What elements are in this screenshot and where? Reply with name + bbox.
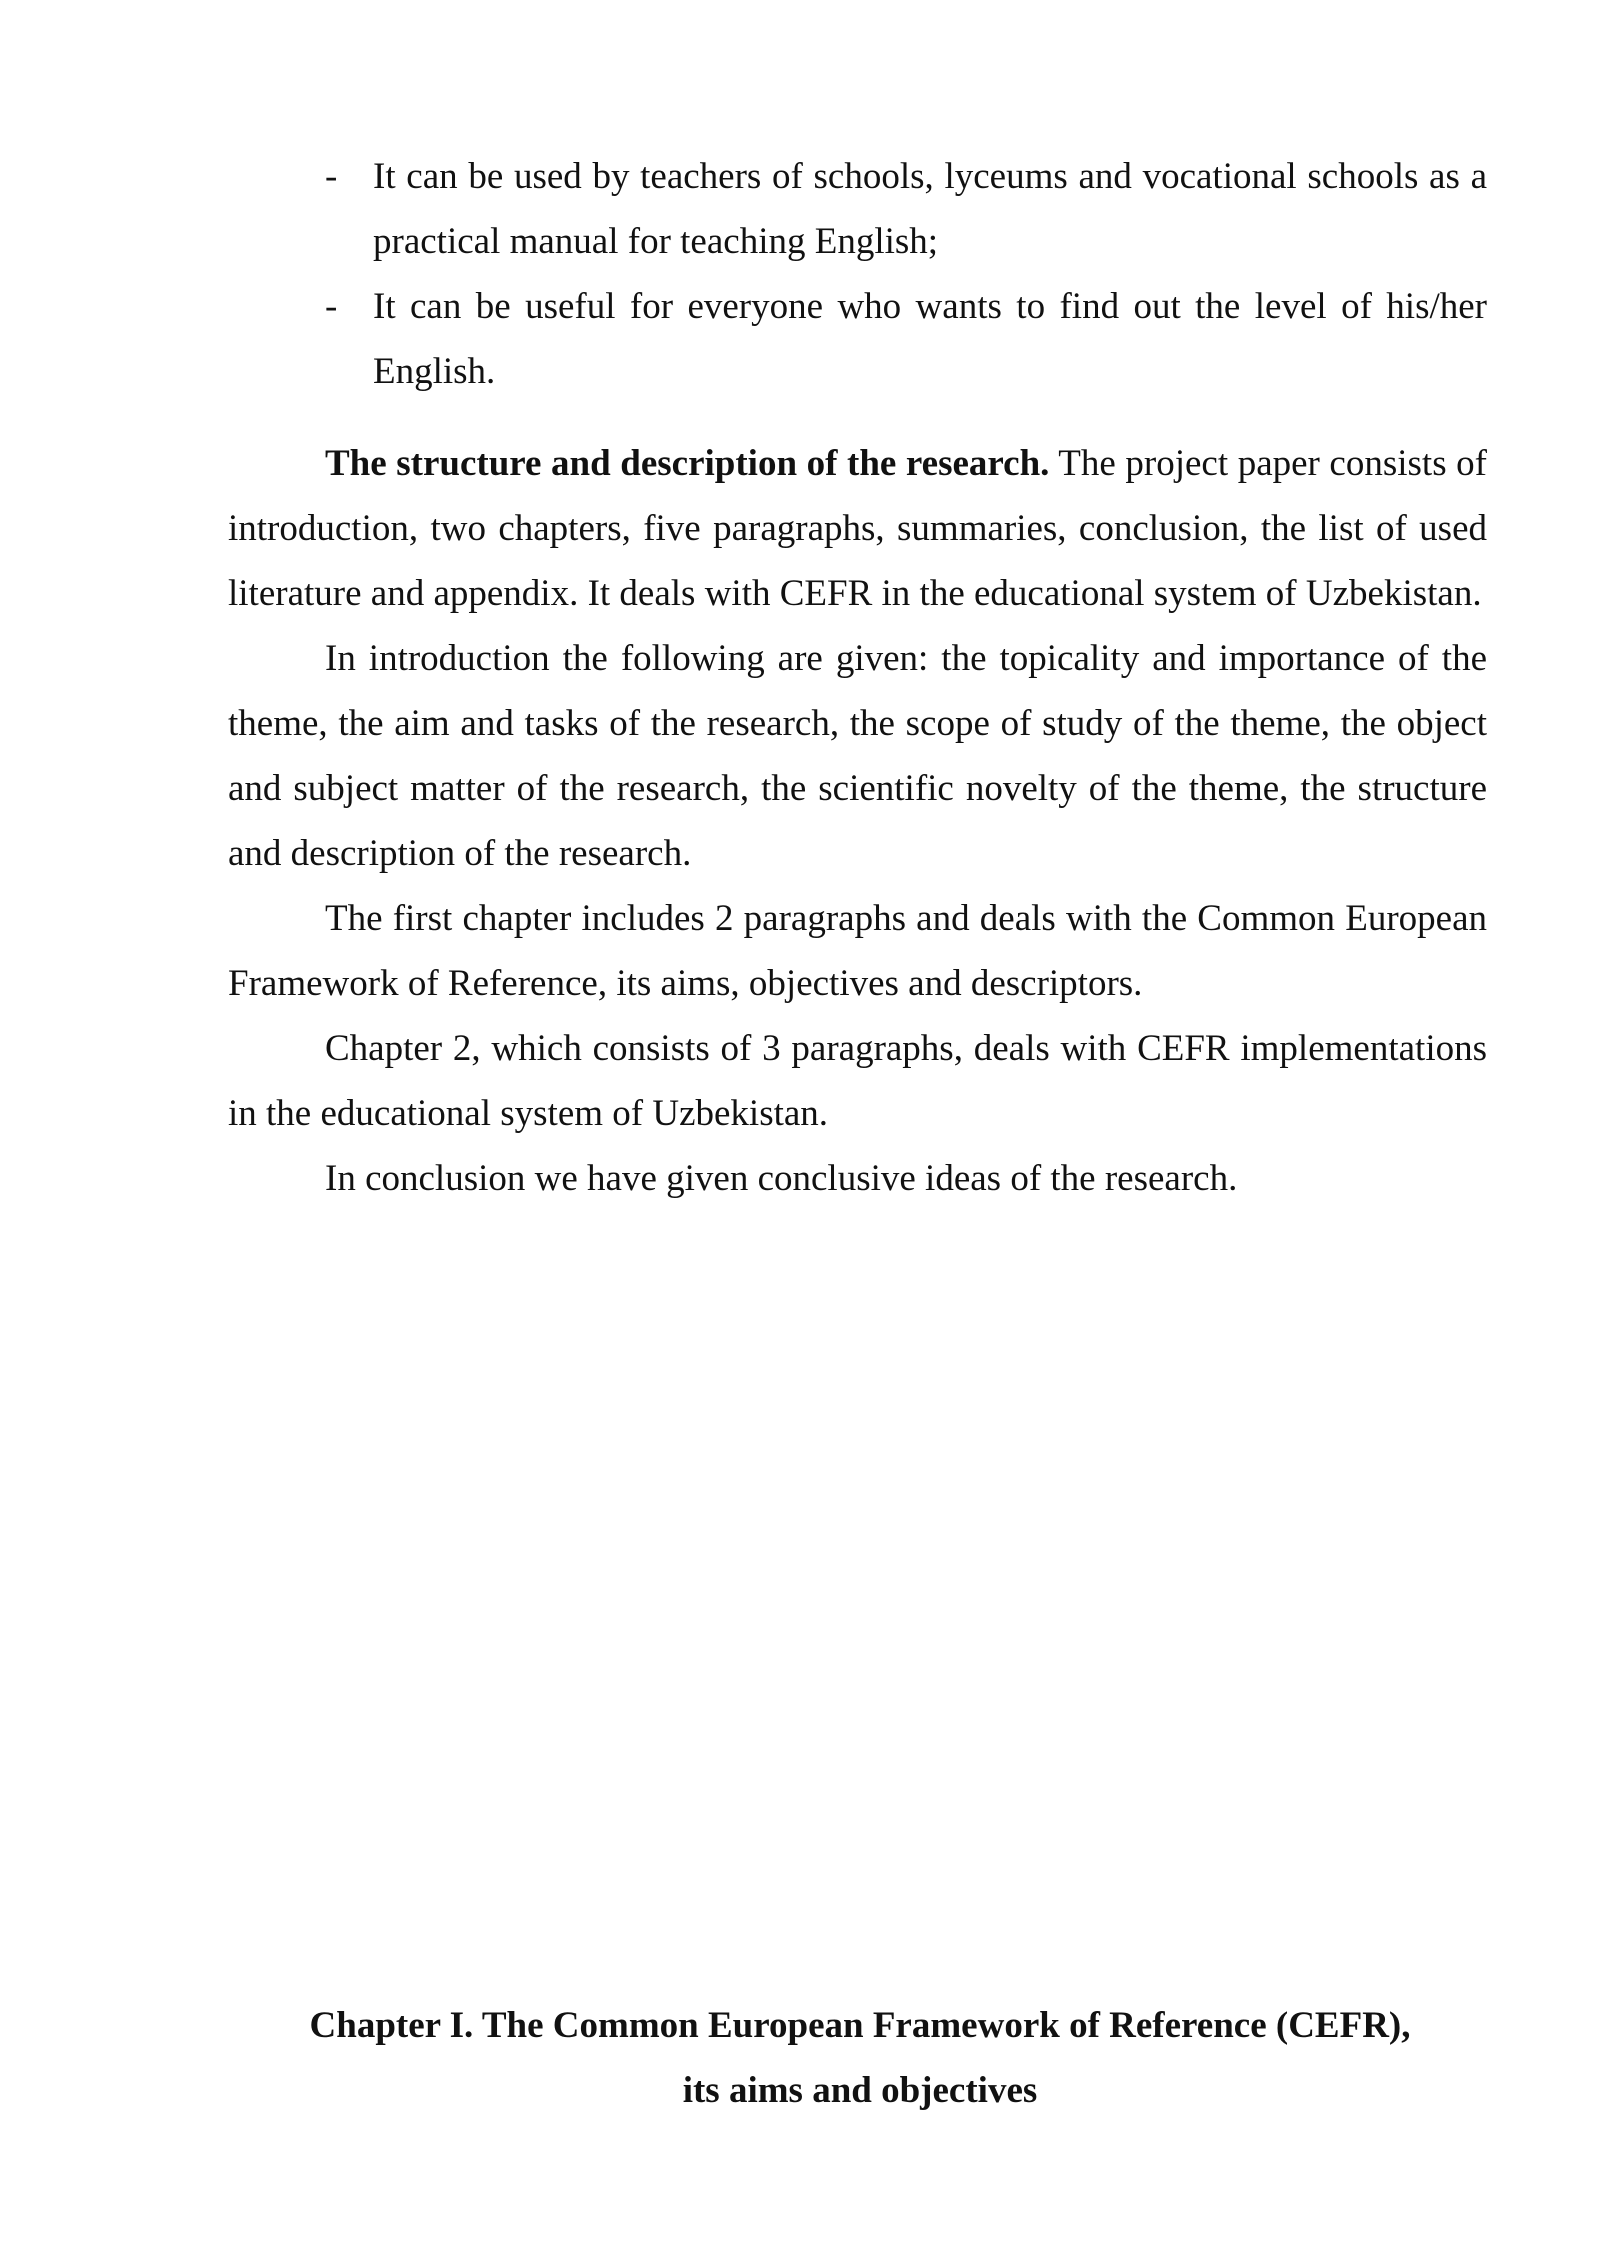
chapter-heading	[300, 1993, 1420, 2123]
structure-text: The project paper consists of introduction, two chapters, five paragraphs, summaries, conclusion, the list of used literature and appendix. It deals with CEFR in the educational system of Uzbekistan.	[228, 443, 1488, 614]
bullet-marker: -	[325, 286, 338, 327]
chapter-heading-line-2: its aims and objectives	[682, 2070, 1038, 2111]
bullet-item	[325, 144, 1487, 274]
bullet-list	[325, 144, 1487, 404]
structure-paragraph	[228, 431, 1487, 626]
conclusion-paragraph: In conclusion we have given conclusive ideas of the research.	[325, 1158, 1238, 1199]
chapter-two-paragraph: Chapter 2, which consists of 3 paragraphs, deals with CEFR implementations in the educational system of Uzbekistan.	[228, 1028, 1487, 1134]
bullet-item	[325, 274, 1487, 404]
chapter-heading-line-1: Chapter I. The Common European Framework of Reference (CEFR),	[309, 2005, 1411, 2046]
introduction-paragraph: In introduction the following are given: the topicality and importance of the theme, the aim and tasks of the research, the scope of study of the theme, the object and subject matter of the research, the scientific novelty of the theme, the structure and description of the research.	[228, 638, 1487, 874]
bullet-text: It can be useful for everyone who wants to find out the level of his/her English.	[373, 286, 1487, 392]
body-text	[228, 431, 1487, 1211]
bullet-marker: -	[325, 156, 338, 197]
bullet-text: It can be used by teachers of schools, lyceums and vocational schools as a practical manual for teaching English;	[373, 156, 1487, 262]
chapter-one-paragraph: The first chapter includes 2 paragraphs and deals with the Common European Framework of Reference, its aims, objectives and descriptors.	[228, 898, 1487, 1004]
structure-lead: The structure and description of the research.	[325, 443, 1050, 484]
